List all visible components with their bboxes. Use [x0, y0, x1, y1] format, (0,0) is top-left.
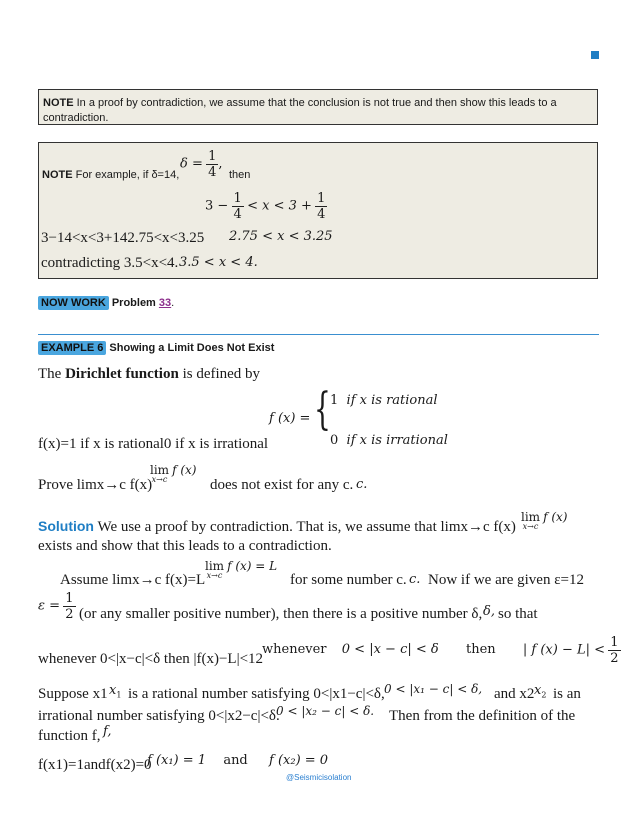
prove-pre: Prove limx→c f(x)	[38, 477, 153, 493]
dirichlet-term: Dirichlet function	[65, 366, 179, 382]
assume-c-math: c.	[409, 572, 421, 587]
dirichlet-intro: The Dirichlet function is defined by	[38, 366, 261, 382]
assume-limit-math: lim x→c f (x) = L	[205, 559, 278, 580]
inequality-plain: 3−14<x<3+142.75<x<3.25	[41, 230, 205, 246]
epsilon-half-math: ε = $\frac{1}{2}$	[38, 591, 74, 622]
inequality-3-minus-quarter: 3 − $\frac{1}{4}$ < x < 3 + $\frac{1}{4}$	[205, 191, 326, 222]
x1-condition-math: 0 < |x₁ − c| < δ,	[384, 682, 483, 696]
contradicting-math: 3.5 < x < 4.	[179, 255, 258, 270]
suppose-line2b: Then from the definition of the	[389, 708, 576, 724]
delta-equals-one-quarter: δ = $\frac{1}{4}$ ,	[180, 149, 223, 180]
problem-33-link[interactable]: 33	[158, 297, 172, 309]
note-box-proof-by-contradiction	[38, 89, 598, 125]
note-box-example	[38, 142, 598, 279]
watermark: @Seismicisolation	[286, 773, 352, 782]
case-rational: 1 if x is rational	[330, 393, 438, 408]
suppose-text1: is a rational number satisfying 0<|x1−c|<δ,	[128, 686, 385, 702]
now-work-badge: NOW WORK	[38, 296, 109, 310]
suppose-is-an: is an	[553, 686, 581, 702]
assume-pre: Assume limx→c f(x)=L	[60, 572, 206, 588]
solution-heading: Solution	[38, 518, 94, 534]
x1-math: $x_1$	[109, 683, 122, 700]
note-example-line	[42, 169, 179, 181]
prove-c-math: c.	[356, 477, 368, 492]
assume-line2a: (or any smaller positive number), then there is a positive number δ,	[79, 606, 483, 622]
inequality-math: 2.75 < x < 3.25	[229, 229, 333, 244]
case-irrational: 0 if x is irrational	[330, 433, 448, 448]
solution-line: Solution We use a proof by contradiction. That is, we assume that limx→c f(x)	[38, 518, 516, 535]
now-work-text: Problem	[111, 297, 156, 309]
solution-limit-math: lim x→c f (x)	[521, 510, 568, 531]
assume-line2b: so that	[498, 606, 538, 622]
x2-condition-math: 0 < |x₂ − c| < δ.	[276, 704, 375, 718]
dirichlet-plain: f(x)=1 if x is rational0 if x is irrational	[38, 436, 269, 452]
dirichlet-fx: f (x) =	[269, 411, 311, 426]
note-delta-plain: δ=14,	[151, 169, 180, 181]
solution-line2: exists and show that this leads to a contradiction.	[38, 538, 332, 554]
contradicting-line: contradicting 3.5<x<4.	[41, 255, 179, 271]
example-badge: EXAMPLE 6	[38, 341, 106, 355]
assume-mid: for some number c.	[290, 572, 407, 588]
suppose-line3: function f,	[38, 728, 101, 744]
note-text: In a proof by contradiction, we assume that the conclusion is not true and then show this leads to a contradiction.	[43, 97, 557, 124]
note-label: NOTE	[42, 169, 73, 181]
x2-math: $x_2$	[534, 683, 547, 700]
whenever-math: whenever 0 < |x − c| < δ then | f (x) − L| < $\frac{1}{2}$	[262, 635, 619, 666]
example-heading	[38, 342, 274, 354]
note-label: NOTE	[43, 97, 74, 109]
final-math: f (x₁) = 1 and f (x₂) = 0	[147, 753, 329, 768]
section-divider	[38, 334, 599, 335]
delta-math: δ,	[483, 604, 495, 619]
suppose-and: and x2	[494, 686, 535, 702]
f-math: f,	[103, 724, 112, 739]
prove-limit-math: lim x→c f (x)	[150, 463, 197, 484]
whenever-plain: whenever 0<|x−c|<δ then |f(x)−L|<12	[38, 651, 264, 667]
final-plain: f(x1)=1andf(x2)=0	[38, 757, 152, 773]
suppose-line2: irrational number satisfying 0<|x2−c|<δ.	[38, 708, 280, 724]
note-then: then	[229, 169, 251, 181]
brace: {	[314, 384, 331, 435]
note-lead: For example, if	[75, 169, 149, 181]
now-work-line: NOW WORK Problem 33.	[38, 297, 174, 309]
example-title: Showing a Limit Does Not Exist	[109, 342, 275, 354]
assume-epsilon-plain: Now if we are given ε=12	[428, 572, 584, 588]
suppose-pre: Suppose x1	[38, 686, 108, 702]
corner-marker	[591, 51, 599, 59]
prove-post: does not exist for any c.	[210, 477, 354, 493]
